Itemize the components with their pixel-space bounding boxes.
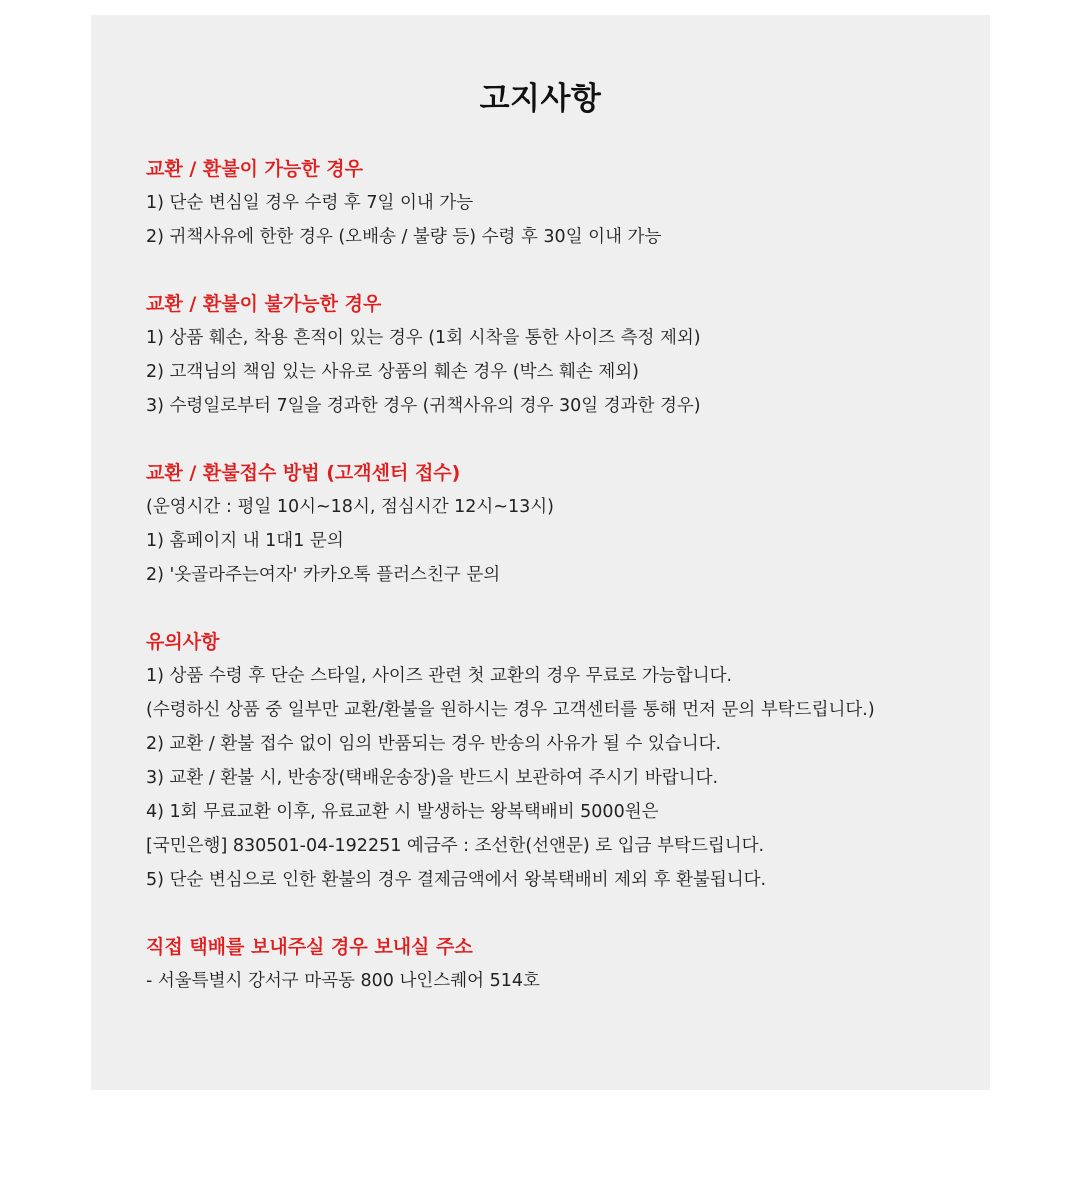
section-heading: 교환 / 환불이 가능한 경우 [146,158,363,180]
section-line: 1) 단순 변심일 경우 수령 후 7일 이내 가능 [146,193,474,213]
section-heading: 교환 / 환불이 불가능한 경우 [146,293,382,315]
section-line: 2) 고객님의 책임 있는 사유로 상품의 훼손 경우 (박스 훼손 제외) [146,362,639,382]
section-refundable-cases [146,152,976,254]
section-line: 1) 홈페이지 내 1대1 문의 [146,531,344,551]
section-heading: 유의사항 [146,631,220,653]
section-how-to-request [146,456,976,592]
section-line: 1) 상품 훼손, 착용 흔적이 있는 경우 (1회 시착을 통한 사이즈 측정 제외) [146,328,701,348]
section-line: - 서울특별시 강서구 마곡동 800 나인스퀘어 514호 [146,971,540,991]
notice-title: 고지사항 [479,81,602,117]
section-line: 2) 교환 / 환불 접수 없이 임의 반품되는 경우 반송의 사유가 될 수 있습니다. [146,734,722,754]
section-line: 3) 수령일로부터 7일을 경과한 경우 (귀책사유의 경우 30일 경과한 경우) [146,396,701,416]
section-heading: 직접 택배를 보내주실 경우 보내실 주소 [146,936,473,958]
section-line: 5) 단순 변심으로 인한 환불의 경우 결제금액에서 왕복택배비 제외 후 환불됩니다. [146,870,767,890]
notice-panel [91,15,990,1090]
section-line: 4) 1회 무료교환 이후, 유료교환 시 발생하는 왕복택배비 5000원은 [146,802,659,822]
section-line: 2) 귀책사유에 한한 경우 (오배송 / 불량 등) 수령 후 30일 이내 가능 [146,227,662,247]
section-line: [국민은행] 830501-04-192251 예금주 : 조선한(선앤문) 로 입금 부탁드립니다. [146,836,765,856]
section-line: 3) 교환 / 환불 시, 반송장(택배운송장)을 반드시 보관하여 주시기 바랍니다. [146,768,719,788]
notice-body [146,152,976,1031]
section-line: 1) 상품 수령 후 단순 스타일, 사이즈 관련 첫 교환의 경우 무료로 가능합니다. [146,666,733,686]
section-line: (운영시간 : 평일 10시~18시, 점심시간 12시~13시) [146,497,554,517]
section-heading: 교환 / 환불접수 방법 (고객센터 접수) [146,462,461,484]
section-non-refundable-cases [146,287,976,423]
section-cautions [146,625,976,897]
section-line: 2) '옷골라주는여자' 카카오톡 플러스친구 문의 [146,565,501,585]
section-line: (수령하신 상품 중 일부만 교환/환불을 원하시는 경우 고객센터를 통해 먼저 문의 부탁드립니다.) [146,700,875,720]
section-return-address [146,930,976,998]
